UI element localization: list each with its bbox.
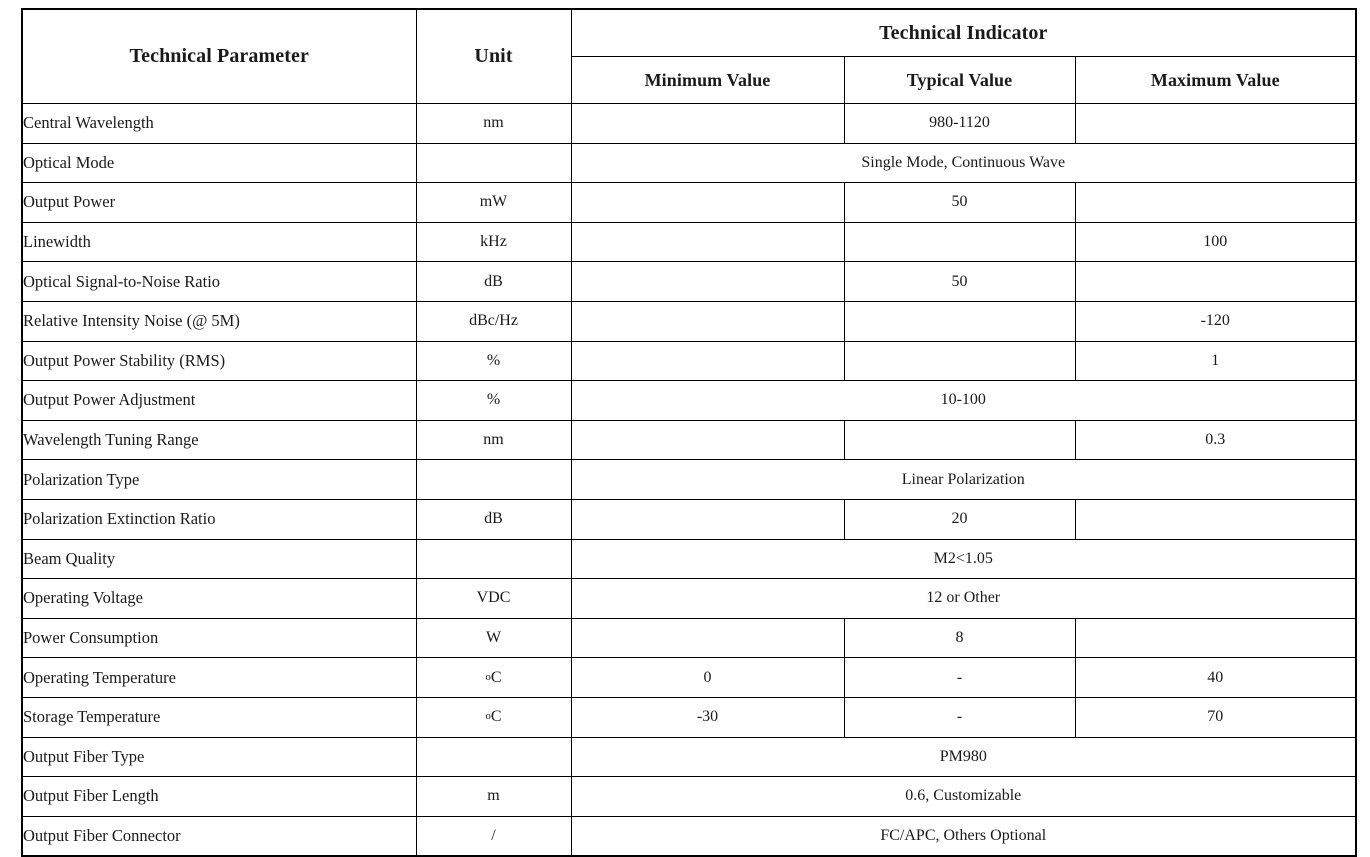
typical-value-cell: 980-1120 [844,104,1075,144]
parameter-name-cell: Polarization Type [22,460,416,500]
unit-cell: / [416,816,571,856]
minimum-value-cell [571,420,844,460]
parameter-name-cell: Relative Intensity Noise (@ 5M) [22,301,416,341]
column-header-technical-indicator: Technical Indicator [571,9,1356,57]
parameter-name-cell: Wavelength Tuning Range [22,420,416,460]
table-row [22,618,1356,658]
unit-cell: nm [416,104,571,144]
indicator-merged-value-cell: 0.6, Customizable [571,777,1356,817]
unit-cell [416,737,571,777]
table-row [22,104,1356,144]
typical-value-cell: 20 [844,499,1075,539]
unit-cell: m [416,777,571,817]
parameter-name-cell: Output Power Stability (RMS) [22,341,416,381]
indicator-merged-value-cell: PM980 [571,737,1356,777]
indicator-merged-value-cell: M2<1.05 [571,539,1356,579]
unit-cell: nm [416,420,571,460]
minimum-value-cell [571,618,844,658]
table-row [22,222,1356,262]
unit-cell: dB [416,262,571,302]
degree-symbol: o [485,710,491,723]
typical-value-cell: 50 [844,262,1075,302]
maximum-value-cell: 40 [1075,658,1356,698]
unit-cell: oC [416,697,571,737]
maximum-value-cell: 1 [1075,341,1356,381]
table-row [22,697,1356,737]
minimum-value-cell [571,341,844,381]
maximum-value-cell: 100 [1075,222,1356,262]
indicator-merged-value-cell: FC/APC, Others Optional [571,816,1356,856]
unit-cell: oC [416,658,571,698]
unit-cell [416,539,571,579]
unit-cell: mW [416,183,571,223]
table-row [22,460,1356,500]
parameter-name-cell: Optical Mode [22,143,416,183]
table-head [22,9,1356,104]
maximum-value-cell [1075,618,1356,658]
table-row [22,183,1356,223]
table-row [22,499,1356,539]
table-row [22,420,1356,460]
table-row [22,816,1356,856]
table-row [22,262,1356,302]
maximum-value-cell [1075,499,1356,539]
unit-cell: VDC [416,579,571,619]
minimum-value-cell [571,262,844,302]
minimum-value-cell [571,222,844,262]
technical-specification-table [21,8,1357,857]
unit-cell [416,460,571,500]
parameter-name-cell: Storage Temperature [22,697,416,737]
typical-value-cell [844,341,1075,381]
minimum-value-cell [571,499,844,539]
table-row [22,381,1356,421]
maximum-value-cell: 70 [1075,697,1356,737]
unit-cell: % [416,341,571,381]
parameter-name-cell: Linewidth [22,222,416,262]
unit-cell: dBc/Hz [416,301,571,341]
maximum-value-cell [1075,262,1356,302]
minimum-value-cell: -30 [571,697,844,737]
parameter-name-cell: Output Power [22,183,416,223]
table-row [22,143,1356,183]
parameter-name-cell: Output Fiber Length [22,777,416,817]
maximum-value-cell: 0.3 [1075,420,1356,460]
table-body [22,104,1356,856]
parameter-name-cell: Beam Quality [22,539,416,579]
minimum-value-cell [571,183,844,223]
table-row [22,579,1356,619]
parameter-name-cell: Central Wavelength [22,104,416,144]
table-row [22,301,1356,341]
parameter-name-cell: Polarization Extinction Ratio [22,499,416,539]
indicator-merged-value-cell: Single Mode, Continuous Wave [571,143,1356,183]
indicator-merged-value-cell: 10-100 [571,381,1356,421]
degree-symbol: o [485,670,491,683]
minimum-value-cell: 0 [571,658,844,698]
parameter-name-cell: Operating Voltage [22,579,416,619]
typical-value-cell [844,301,1075,341]
column-header-unit: Unit [416,9,571,104]
unit-cell: kHz [416,222,571,262]
column-header-typical-value: Typical Value [844,57,1075,104]
parameter-name-cell: Optical Signal-to-Noise Ratio [22,262,416,302]
parameter-name-cell: Power Consumption [22,618,416,658]
typical-value-cell: 50 [844,183,1075,223]
typical-value-cell: 8 [844,618,1075,658]
table-row [22,737,1356,777]
maximum-value-cell [1075,104,1356,144]
table-row [22,539,1356,579]
table-row [22,658,1356,698]
unit-cell: dB [416,499,571,539]
indicator-merged-value-cell: Linear Polarization [571,460,1356,500]
maximum-value-cell [1075,183,1356,223]
typical-value-cell [844,222,1075,262]
table-row [22,341,1356,381]
typical-value-cell: - [844,658,1075,698]
unit-cell [416,143,571,183]
parameter-name-cell: Operating Temperature [22,658,416,698]
parameter-name-cell: Output Power Adjustment [22,381,416,421]
column-header-maximum-value: Maximum Value [1075,57,1356,104]
maximum-value-cell: -120 [1075,301,1356,341]
typical-value-cell: - [844,697,1075,737]
typical-value-cell [844,420,1075,460]
unit-cell: % [416,381,571,421]
unit-cell: W [416,618,571,658]
column-header-technical-parameter: Technical Parameter [22,9,416,104]
parameter-name-cell: Output Fiber Type [22,737,416,777]
parameter-name-cell: Output Fiber Connector [22,816,416,856]
column-header-minimum-value: Minimum Value [571,57,844,104]
table-row [22,777,1356,817]
header-row-primary [22,9,1356,57]
minimum-value-cell [571,301,844,341]
indicator-merged-value-cell: 12 or Other [571,579,1356,619]
minimum-value-cell [571,104,844,144]
